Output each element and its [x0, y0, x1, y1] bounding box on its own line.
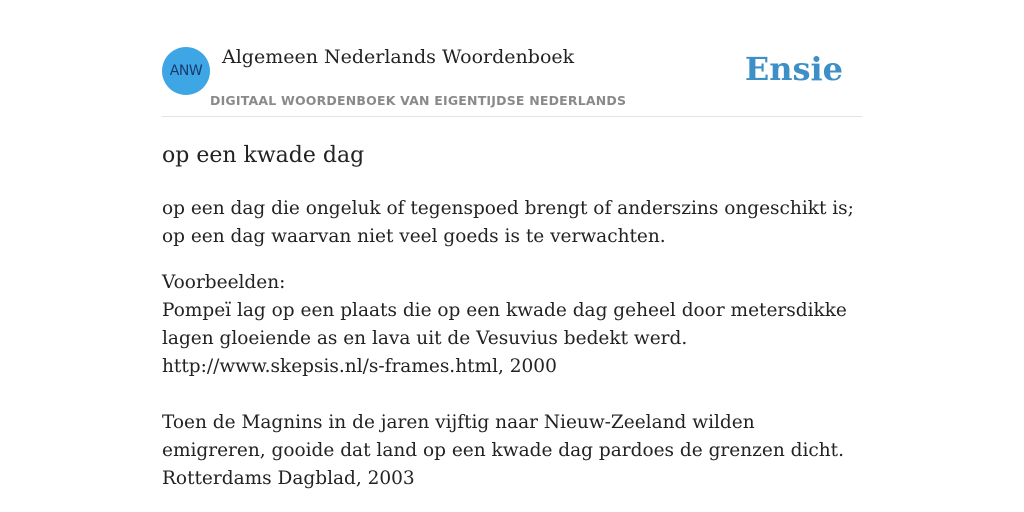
example-source: Rotterdams Dagblad, 2003 — [162, 468, 415, 489]
example-item — [162, 409, 862, 493]
dictionary-subtitle: DIGITAAL WOORDENBOEK VAN EIGENTIJDSE NEDERLANDS — [210, 93, 627, 108]
example-text: Pompeï lag op een plaats die op een kwade dag geheel door metersdikke lagen gloeiende as en lava uit de Vesuvius bedekt werd. — [162, 300, 847, 349]
entry-term: op een kwade dag — [162, 143, 365, 168]
example-source: http://www.skepsis.nl/s-frames.html, 2000 — [162, 356, 557, 377]
anw-logo — [162, 47, 210, 95]
dictionary-name: Algemeen Nederlands Woordenboek — [222, 46, 575, 68]
example-item — [162, 297, 862, 381]
examples-section — [162, 269, 862, 493]
ensie-brand-logo: Ensie — [744, 50, 843, 88]
dictionary-card — [162, 40, 862, 493]
entry-definition: op een dag die ongeluk of tegenspoed brengt of anderszins ongeschikt is; op een dag waarvan niet veel goeds is te verwachten. — [162, 198, 854, 247]
dictionary-header — [162, 40, 862, 117]
example-text: Toen de Magnins in de jaren vijftig naar Nieuw-Zeeland wilden emigreren, gooide dat land op een kwade dag pardoes de grenzen dicht. — [162, 412, 844, 461]
examples-label: Voorbeelden: — [162, 272, 286, 293]
anw-logo-text: ANW — [169, 63, 203, 79]
